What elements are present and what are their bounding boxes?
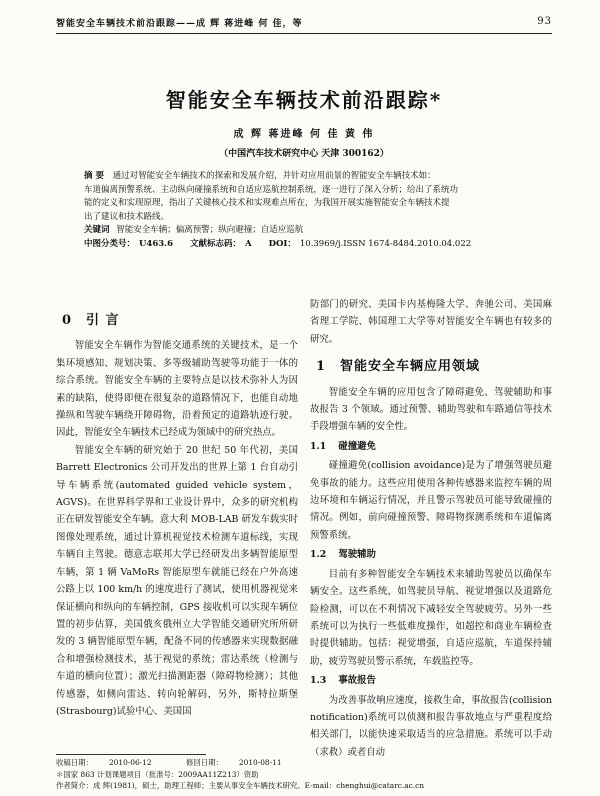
section-title: 智能安全车辆应用领域 xyxy=(340,359,481,375)
footnote-author xyxy=(56,780,556,792)
body-paragraph: 智能安全车辆的研究始于 20 世纪 50 年代初，美国 Barrett Electronics 公司开发出的世界上第 1 台自动引导车辆系统(automated guided vehicle system，AGVS)。在世界科学界和工业设计界中，众多的研究机构正在研发智能安全车辆。意大利 MOB-LAB 研发车载实时图像处理系统，通过计算机视觉技术检测车道标线，实现车辆自主驾驶。德意志联邦大学已经研发出多辆智能原型车辆，第 1 辆 VaMoRs 智能原型车就能已经在户外高速公路上以 100 km/h 的速度进行了测试，使用机器视觉来保证横向和纵向的车辆控制，GPS 接收机可以实现车辆位置的初步估算，美国俄亥俄州立大学智能交通研究所所研发的 3 辆智能原型车辆，配备不同的传感器来实现数据融合和增强检测技术，基于视觉的系统；雷达系统（检测与车道的横向位置）；激光扫描测距器（障碍物检测）；其他传感器，如侧向雷达、转向轮解码，另外，斯特拉斯堡(Strasbourg)试验中心、美国国 xyxy=(56,444,298,717)
subsection-number: 1.2 xyxy=(310,549,327,561)
subsection-title: 驾驶辅助 xyxy=(338,549,376,561)
subsection-number: 1.3 xyxy=(310,675,327,687)
author-bio: 成 辉(1981)，硕士，助理工程师；主要从事安全车辆技术研究。E-mail：chenghui@catarc.ac.cn xyxy=(92,781,424,790)
section-number: 1 xyxy=(316,359,327,375)
received-date: 2010-06-12 xyxy=(108,758,152,767)
author-bio-label: 作者简介： xyxy=(56,781,93,790)
clc-label: 中图分类号： xyxy=(84,238,136,249)
affiliation: （中国汽车技术研究中心 天津 300162） xyxy=(219,149,389,159)
abstract-text-line: 出了建议和技术路线。 xyxy=(84,211,170,222)
subsection-heading xyxy=(310,546,552,563)
section-title: 引 言 xyxy=(86,313,120,328)
section-heading xyxy=(316,358,552,375)
clc-code: U463.6 xyxy=(139,238,174,249)
right-column xyxy=(310,296,552,761)
doi: 10.3969/j.ISSN 1674-8484.2010.04.022 xyxy=(299,238,472,249)
keywords-row xyxy=(84,224,524,238)
abstract-line xyxy=(84,170,524,184)
footnote-dates xyxy=(56,757,556,769)
abstract-label: 摘 要 xyxy=(84,171,104,181)
abstract-text-line: 通过对智能安全车辆技术的探索和发展介绍，并针对应用前景的智能安全车辆技术如： xyxy=(112,171,436,181)
footnote-rule xyxy=(56,754,206,755)
author-list: 成 辉 蒋进峰 何 佳 黄 伟 xyxy=(233,129,375,140)
abstract-text-line: 车道偏离预警系统、主动纵向碰撞系统和自适应巡航控制系统，逐一进行了深入分析；给出了系统功 xyxy=(84,184,459,195)
doc-code: A xyxy=(245,238,252,249)
subsection-number: 1.1 xyxy=(310,440,327,452)
body-paragraph: 智能安全车辆作为智能交通系统的关键技术，是一个集环境感知、规划决策、多等级辅助驾驶等功能于一体的综合系统。智能安全车辆的主要特点是以技术弥补人为因素的缺陷，使得即便在很复杂的道路情况下，也能自动地操纵和驾驶车辆绕开障碍物，沿着预定的道路轨迹行驶。因此，智能安全车辆技术已经成为领域中的研究热点。 xyxy=(56,340,298,439)
body-paragraph: 目前有多种智能安全车辆技术来辅助驾驶员以确保车辆安全。这些系统，如驾驶员导航、视觉增强以及道路危险检测，可以在不利情况下减轻安全驾驶疲劳。另外一些系统可以为执行一些低难度操作，如超控和商业车辆检查时提供辅助。包括：视觉增强，自适应巡航，车道保持辅助，疲劳驾驶员警示系统，车载监控等。 xyxy=(310,568,552,667)
body-paragraph: 为改善事故响应速度，接救生命，事故报告(collision notification)系统可以侦测和报告事故地点与严重程度给相关部门，以能快速采取适当的应急措施。系统可以手动（求救）或者自动 xyxy=(310,694,552,758)
footnote-fund: ＊国家 863 计划课题项目（批准号：2009AA11Z213）资助 xyxy=(56,769,259,779)
abstract xyxy=(84,170,524,252)
subsection-heading xyxy=(310,438,552,455)
revised-label: 修回日期： xyxy=(185,758,223,767)
abstract-text-line: 能的定义和实现原理，指出了关键核心技术和实现难点所在，为我国开展实施智能安全车辆技术提 xyxy=(84,198,450,209)
keywords-label: 关键词 xyxy=(84,225,110,236)
received-label: 收稿日期： xyxy=(56,758,93,767)
body-paragraph: 防部门的研究、美国卡内基梅隆大学、奔驰公司、美国麻省理工学院、韩国理工大学等对智能安全车辆也有较多的研究。 xyxy=(310,299,552,345)
revised-date: 2010-08-11 xyxy=(238,758,282,767)
article-title: 智能安全车辆技术前沿跟踪* xyxy=(165,88,443,112)
subsection-heading xyxy=(310,672,552,689)
keywords: 智能安全车辆；偏离预警；纵向避撞；自适应巡航 xyxy=(116,225,304,236)
body-paragraph: 碰撞避免(collision avoidance)是为了增强驾驶员避免事故的能力。这些应用使用各种传感器来监控车辆的周边环境和车辆运行情况，并且警示驾驶员可能导致碰撞的情况。例如，前向碰撞预警、障碍物探测系统和车道偏离预警系统。 xyxy=(310,460,552,541)
doi-label: DOI： xyxy=(268,238,296,249)
running-header xyxy=(56,16,552,29)
classification-row xyxy=(84,238,524,252)
running-title: 智能安全车辆技术前沿跟踪——成 辉 蒋进峰 何 佳，等 xyxy=(56,19,303,29)
left-column xyxy=(56,312,298,720)
subsection-title: 事故报告 xyxy=(338,675,376,687)
page-number: 93 xyxy=(537,16,552,27)
section-heading xyxy=(62,312,298,329)
subsection-title: 碰撞避免 xyxy=(338,440,376,452)
footnotes xyxy=(56,757,556,792)
body-paragraph: 智能安全车辆的应用包含了障碍避免、驾驶辅助和事故报告 3 个领域。通过预警、辅助驾驶和车路通信等技术手段增强车辆的安全性。 xyxy=(310,386,552,433)
header-rule xyxy=(56,33,552,34)
section-number: 0 xyxy=(62,313,73,328)
doc-code-label: 文献标志码： xyxy=(190,238,242,249)
